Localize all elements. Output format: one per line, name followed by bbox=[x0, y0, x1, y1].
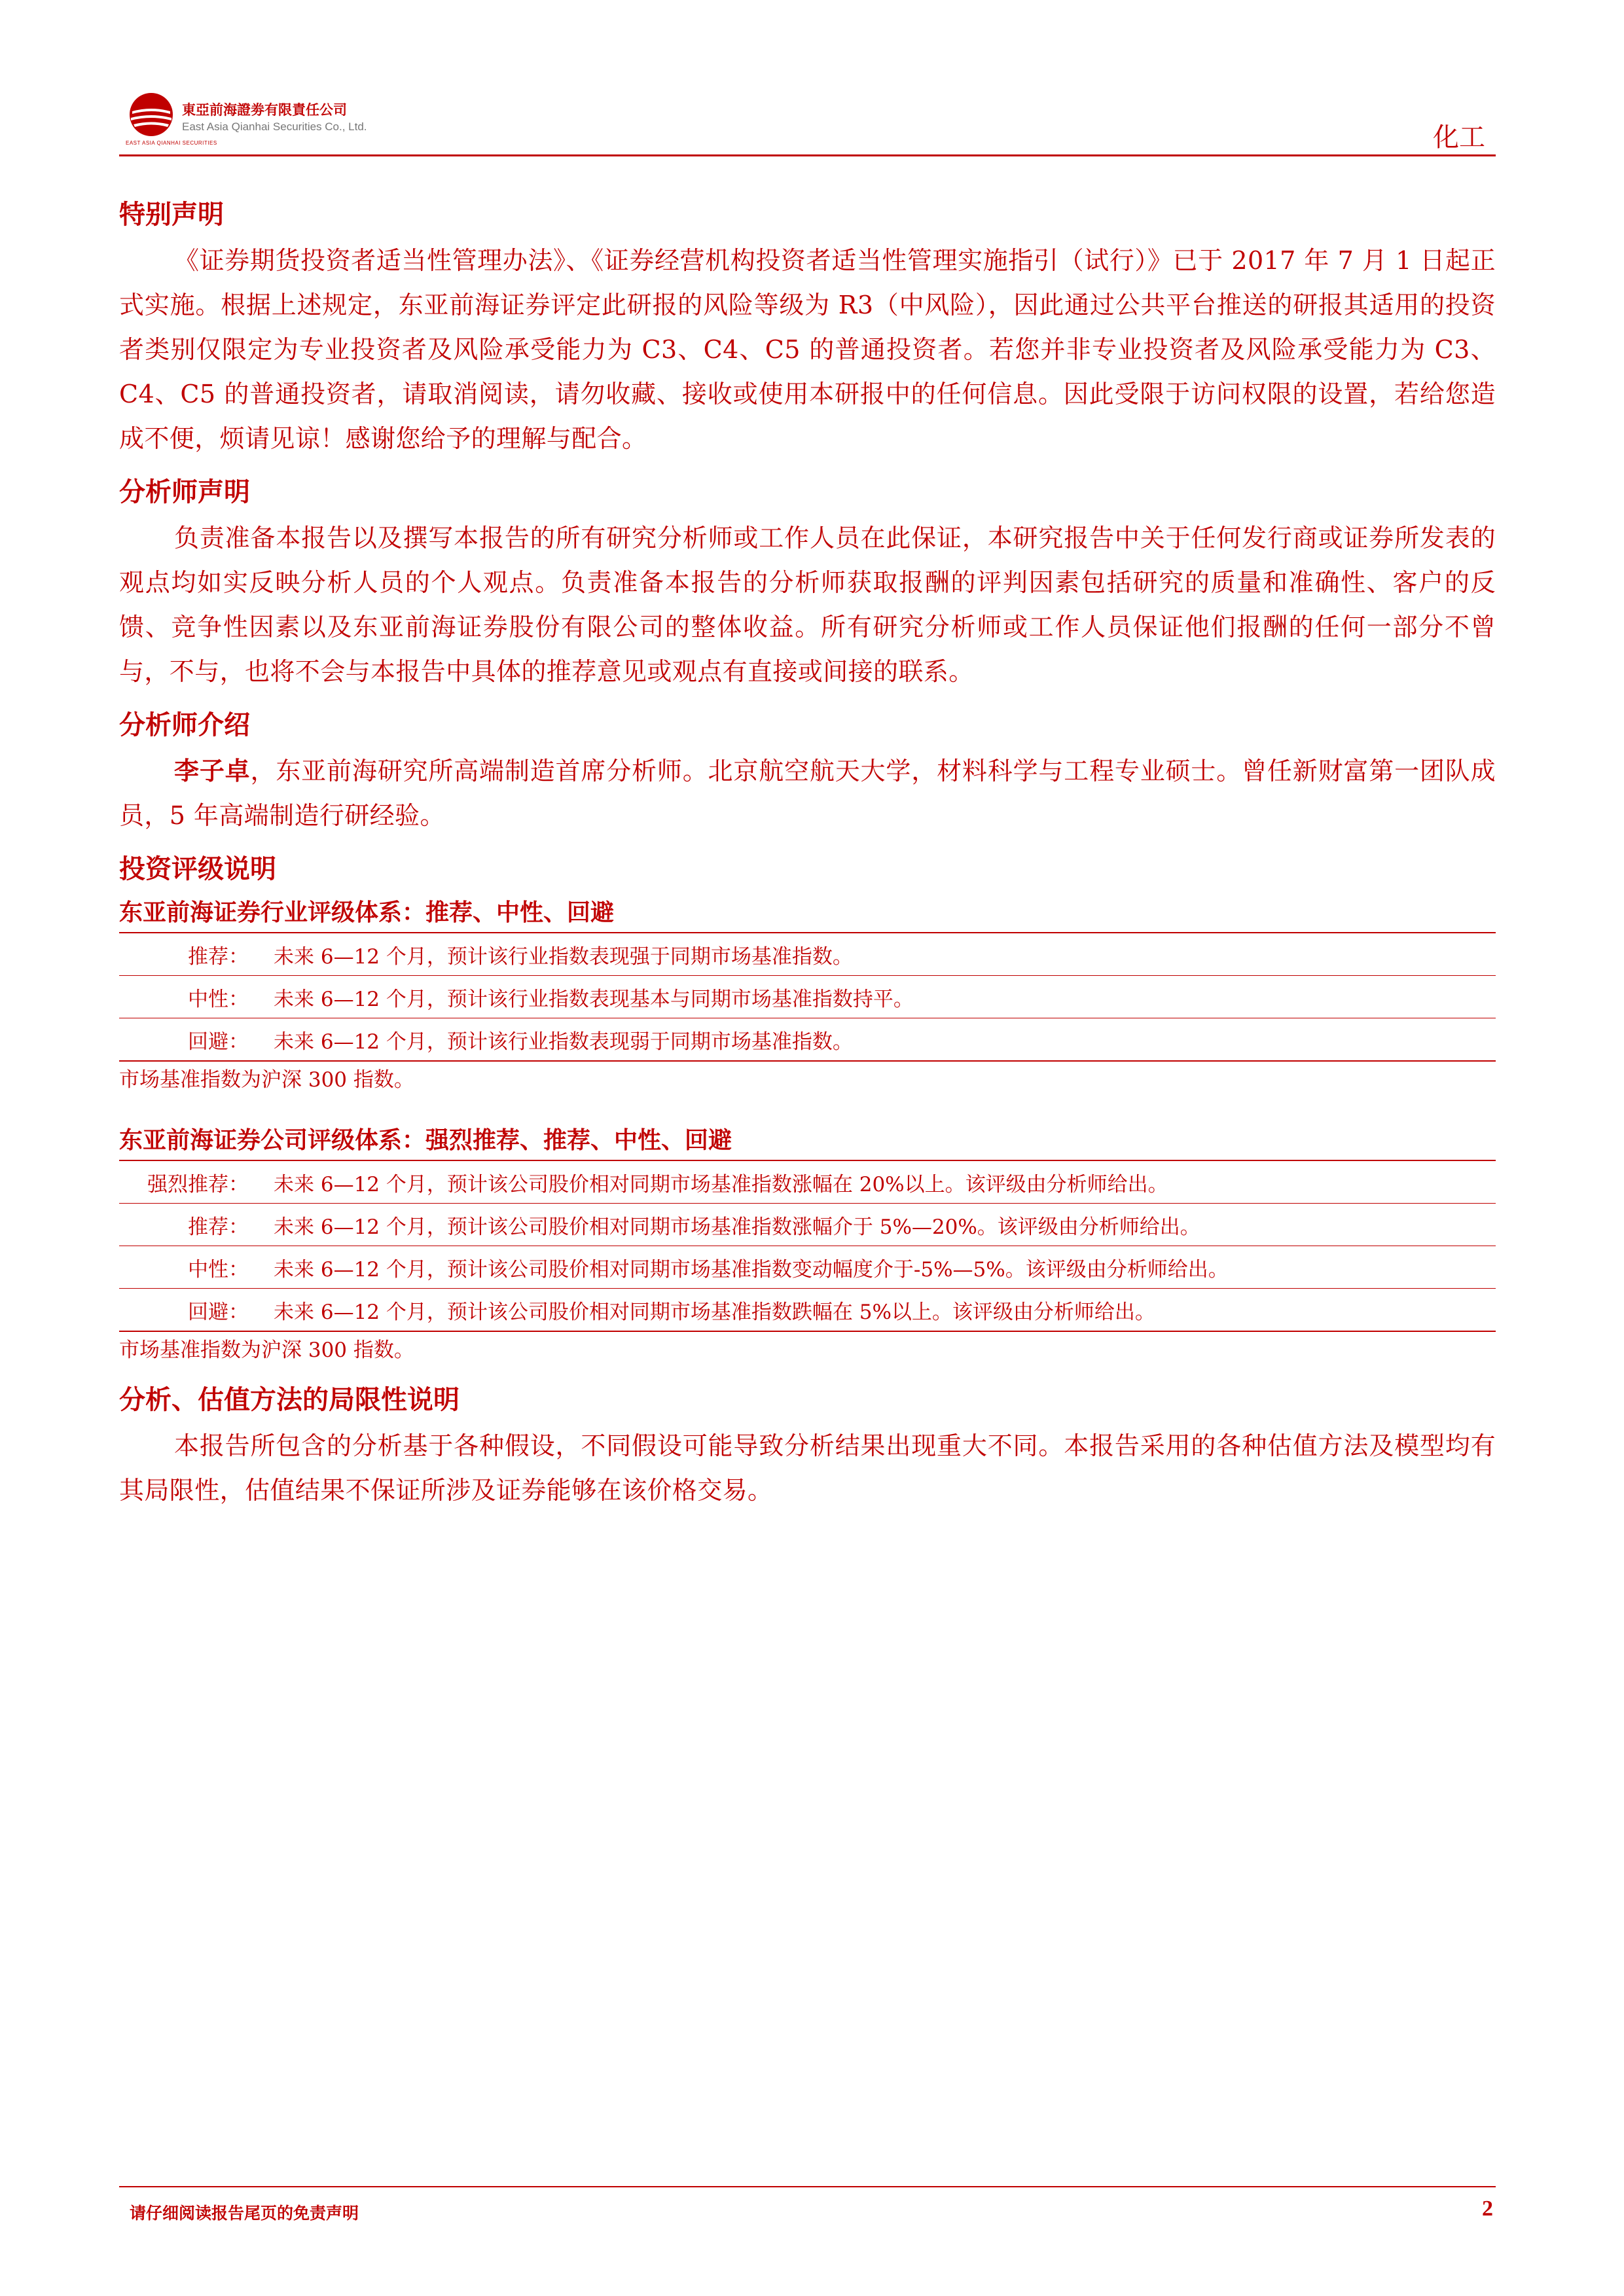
analyst-statement-title: 分析师声明 bbox=[119, 477, 250, 507]
header-divider bbox=[119, 154, 1496, 156]
rating-description: 未来 6—12 个月，预计该公司股价相对同期市场基准指数跌幅在 5%以上。该评级由分析师给出。 bbox=[274, 1300, 1155, 1324]
company-rating-block bbox=[119, 1124, 1496, 1369]
footer-divider bbox=[119, 2186, 1496, 2187]
analyst-intro-paragraph bbox=[119, 749, 1496, 838]
footer-disclaimer-note: 请仔细阅读报告尾页的免责声明 bbox=[130, 2204, 359, 2223]
report-content bbox=[119, 196, 1496, 1526]
rating-description: 未来 6—12 个月，预计该公司股价相对同期市场基准指数涨幅介于 5%—20%。该评级由分析师给出。 bbox=[274, 1204, 1496, 1246]
company-name-cn: 東亞前海證劵有限責任公司 bbox=[182, 102, 347, 118]
table-row bbox=[119, 1246, 1496, 1289]
logo-subtitle: EAST ASIA QIANHAI SECURITIES bbox=[126, 140, 217, 146]
limitations-section bbox=[119, 1382, 1496, 1513]
special-statement-section bbox=[119, 196, 1496, 461]
rating-description: 未来 6—12 个月，预计该公司股价相对同期市场基准指数变动幅度介于-5%—5%。该评级由分析师给出。 bbox=[274, 1246, 1496, 1289]
company-logo-icon bbox=[128, 92, 174, 137]
industry-label: 化工 bbox=[1433, 122, 1485, 152]
industry-rating-heading: 东亚前海证券行业评级体系：推荐、中性、回避 bbox=[119, 899, 615, 926]
rating-label: 中性： bbox=[119, 1246, 274, 1289]
rating-label: 回避： bbox=[188, 1030, 249, 1054]
rating-description: 未来 6—12 个月，预计该行业指数表现基本与同期市场基准指数持平。 bbox=[274, 976, 1496, 1018]
special-statement-title: 特别声明 bbox=[119, 200, 224, 230]
rating-description: 未来 6—12 个月，预计该公司股价相对同期市场基准指数涨幅在 20%以上。该评级由分析师给出。 bbox=[274, 1160, 1496, 1204]
rating-description: 未来 6—12 个月，预计该行业指数表现弱于同期市场基准指数。 bbox=[274, 1030, 853, 1054]
page-number: 2 bbox=[1482, 2197, 1493, 2221]
rating-description: 未来 6—12 个月，预计该行业指数表现强于同期市场基准指数。 bbox=[274, 933, 1496, 976]
rating-label: 推荐： bbox=[119, 1204, 274, 1246]
company-name-en: East Asia Qianhai Securities Co., Ltd. bbox=[182, 120, 367, 133]
company-rating-note: 市场基准指数为沪深 300 指数。 bbox=[119, 1338, 414, 1362]
industry-rating-block bbox=[119, 897, 1496, 1098]
analyst-intro-text: ，东亚前海研究所高端制造首席分析师。北京航空航天大学，材料科学与工程专业硕士。曾任新财富第一团队成员，5 年高端制造行研经验。 bbox=[119, 757, 1496, 830]
analyst-statement-section bbox=[119, 474, 1496, 694]
rating-label: 中性： bbox=[119, 976, 274, 1018]
company-rating-heading: 东亚前海证券公司评级体系：强烈推荐、推荐、中性、回避 bbox=[119, 1127, 732, 1154]
rating-label: 强烈推荐： bbox=[119, 1160, 274, 1204]
rating-label: 推荐： bbox=[119, 933, 274, 976]
table-row bbox=[119, 1160, 1496, 1204]
table-row bbox=[119, 1204, 1496, 1246]
rating-section bbox=[119, 851, 1496, 1369]
table-row bbox=[119, 976, 1496, 1018]
rating-label: 回避： bbox=[188, 1300, 249, 1324]
table-row bbox=[119, 1018, 1496, 1062]
special-statement-text: 《证券期货投资者适当性管理办法》、《证券经营机构投资者适当性管理实施指引（试行）》已于 2017 年 7 月 1 日起正式实施。根据上述规定，东亚前海证券评定此研报的风险等级为 R3（中风险），因此通过公共平台推送的研报其适用的投资者类别仅限定为专业投资者及风险承受能力为 C3、C4、C5 的普通投资者。若您并非专业投资者及风险承受能力为 C3、C4、C5 的普通投资者，请取消阅读，请勿收藏、接收或使用本研报中的任何信息。因此受限于访问权限的设置，若给您造成不便，烦请见谅！感谢您给予的理解与配合。 bbox=[119, 246, 1496, 453]
analyst-intro-title: 分析师介绍 bbox=[119, 710, 250, 740]
table-row bbox=[119, 1289, 1496, 1332]
industry-rating-note: 市场基准指数为沪深 300 指数。 bbox=[119, 1068, 414, 1092]
limitations-text: 本报告所包含的分析基于各种假设，不同假设可能导致分析结果出现重大不同。本报告采用的各种估值方法及模型均有其局限性，估值结果不保证所涉及证券能够在该价格交易。 bbox=[119, 1431, 1496, 1505]
analyst-statement-text: 负责准备本报告以及撰写本报告的所有研究分析师或工作人员在此保证，本研究报告中关于任何发行商或证券所发表的观点均如实反映分析人员的个人观点。负责准备本报告的分析师获取报酬的评判因素包括研究的质量和准确性、客户的反馈、竞争性因素以及东亚前海证券股份有限公司的整体收益。所有研究分析师或工作人员保证他们报酬的任何一部分不曾与，不与，也将不会与本报告中具体的推荐意见或观点有直接或间接的联系。 bbox=[119, 524, 1496, 686]
rating-title: 投资评级说明 bbox=[119, 854, 276, 884]
table-row bbox=[119, 933, 1496, 976]
industry-rating-table bbox=[119, 932, 1496, 1062]
analyst-intro-section bbox=[119, 707, 1496, 838]
analyst-name: 李子卓 bbox=[174, 756, 251, 785]
company-rating-table bbox=[119, 1160, 1496, 1332]
limitations-title: 分析、估值方法的局限性说明 bbox=[119, 1385, 460, 1415]
